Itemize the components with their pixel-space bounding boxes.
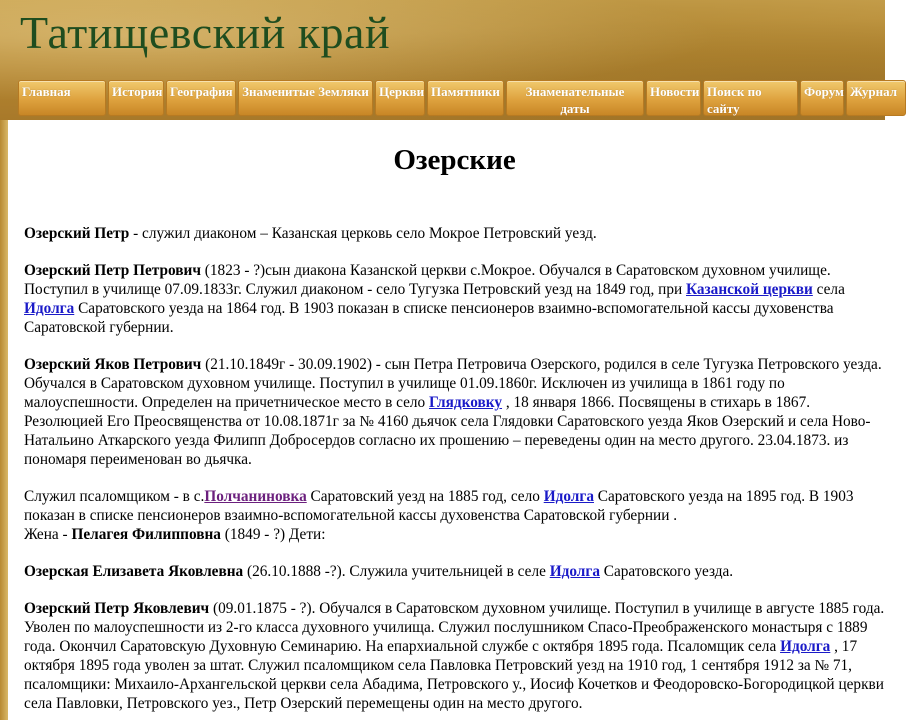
wife-name: Пелагея Филипповна	[71, 526, 221, 543]
entry-text: Саратовского уезда на 1864 год. В 1903 показан в списке пенсионеров взаимно-вспомогательной кассы духовенства Саратовской губернии.	[24, 300, 834, 336]
person-name: Озерский Петр	[24, 225, 130, 242]
page-title: Озерские	[393, 144, 516, 176]
person-name: Озерский Яков Петрович	[24, 356, 202, 373]
link-idolga[interactable]: Идолга	[549, 563, 600, 580]
main-nav	[18, 80, 897, 118]
nav-news[interactable]: Новости	[646, 80, 701, 116]
link-glyadkovka[interactable]: Глядковку	[429, 394, 503, 411]
entry-text: (1823 - ?)сын диакона Казанской церкви с.Мокрое. Обучался в Саратовском духовном училище. Поступил в училище 07.09.1833г. Служил диаконом - село Тугузка Петровский уезд на 1849 год, при	[24, 262, 831, 298]
site-title[interactable]: Татищевский край	[20, 7, 391, 58]
link-polchaninovka[interactable]: Полчаниновка	[204, 488, 307, 505]
nav-churches[interactable]: Церкви	[375, 80, 425, 116]
main-content	[0, 120, 885, 713]
nav-journal[interactable]: Журнал	[846, 80, 906, 116]
content-area	[0, 120, 885, 713]
wife-label: Жена -	[24, 526, 72, 543]
entry-elizaveta	[24, 562, 885, 581]
link-idolga[interactable]: Идолга	[780, 638, 831, 655]
site-header	[0, 0, 897, 120]
entries-list	[24, 182, 885, 713]
nav-home[interactable]: Главная	[18, 80, 106, 116]
person-name: Озерский Петр Яковлевич	[24, 600, 210, 617]
entry-text: Саратовский уезд на 1885 год, село	[306, 488, 544, 505]
entry-text: Служил псаломщиком - в с.	[24, 488, 205, 505]
nav-geography[interactable]: География	[166, 80, 236, 116]
entry-petr-petrovich	[24, 261, 885, 337]
nav-famous-people[interactable]: Знаменитые Земляки	[238, 80, 373, 116]
entry-service-and-family	[24, 487, 885, 544]
entry-text: - служил диаконом – Казанская церковь село Мокрое Петровский уезд.	[129, 225, 597, 242]
nav-forum[interactable]: Форум	[800, 80, 844, 116]
nav-memorable-dates[interactable]: Знаменательные даты	[506, 80, 644, 116]
entry-petr	[24, 224, 885, 243]
entry-text: (21.10.1849г - 30.09.1902) - сын Петра Петровича Озерского, родился в селе Тугузка Петровского уезда. Обучался в Саратовском духовном училище. Поступил в училище 01.09.1860г. Исключен из училища в 1861 году по малоуспешности. Определен на причетническое место в село	[24, 356, 882, 411]
nav-site-search[interactable]: Поиск по сайту	[703, 80, 798, 116]
person-name: Озерская Елизавета Яковлевна	[24, 563, 244, 580]
entry-petr-yakovlevich	[24, 599, 885, 713]
entry-text: (1849 - ?) Дети:	[220, 526, 326, 543]
link-idolga[interactable]: Идолга	[543, 488, 594, 505]
entry-text: , 17 октября 1895 года уволен за штат. Служил псаломщиком села Павловка Петровский уезд на 1910 год, 1 сентября 1912 за № 71, псаломщики: Михаило-Архангельской церкви села Абадима, Петровского у., Иосиф Кочетков и Феодоровско-Богородицкой церкви села Павловки, Петровского уез., Петр Озерский перемещены один на место другого.	[24, 638, 884, 712]
entry-text: Саратовского уезда.	[599, 563, 734, 580]
entry-text: (26.10.1888 -?). Служила учительницей в селе	[243, 563, 550, 580]
person-name: Озерский Петр Петрович	[24, 262, 201, 279]
entry-text: (09.01.1875 - ?). Обучался в Саратовском духовном училище. Поступил в училище в августе 1885 года. Уволен по малоуспешности из 2-го класса духовного училища. Служил послушником Спасо-Преображенского монастыря с 1889 года. Окончил Саратовскую Духовную Семинарию. На епархиальной службе с октября 1895 года. Псаломщик села	[24, 600, 885, 655]
nav-monuments[interactable]: Памятники	[427, 80, 504, 116]
link-kazan-church[interactable]: Казанской церкви	[686, 281, 813, 298]
entry-text: , 18 января 1866. Посвящены в стихарь в 1867. Резолюцией Его Преосвященства от 10.08.1871г за № 4160 дьячок села Глядовки Саратовского уезда Яков Озерский и села Ново-Натальино Аткарского уезда Филипп Добросердов согласно их прошению – переведены один на место другого. 23.04.1873. из пономаря переименован во дьячка.	[24, 394, 871, 468]
entry-text: села	[812, 281, 845, 298]
left-decor-band	[0, 120, 8, 720]
entry-yakov-petrovich	[24, 355, 885, 469]
nav-history[interactable]: История	[108, 80, 164, 116]
entry-text: Саратовского уезда на 1895 год. В 1903 показан в списке пенсионеров взаимно-вспомогательной кассы духовенства Саратовской губернии .	[24, 488, 854, 524]
link-idolga[interactable]: Идолга	[24, 300, 75, 317]
